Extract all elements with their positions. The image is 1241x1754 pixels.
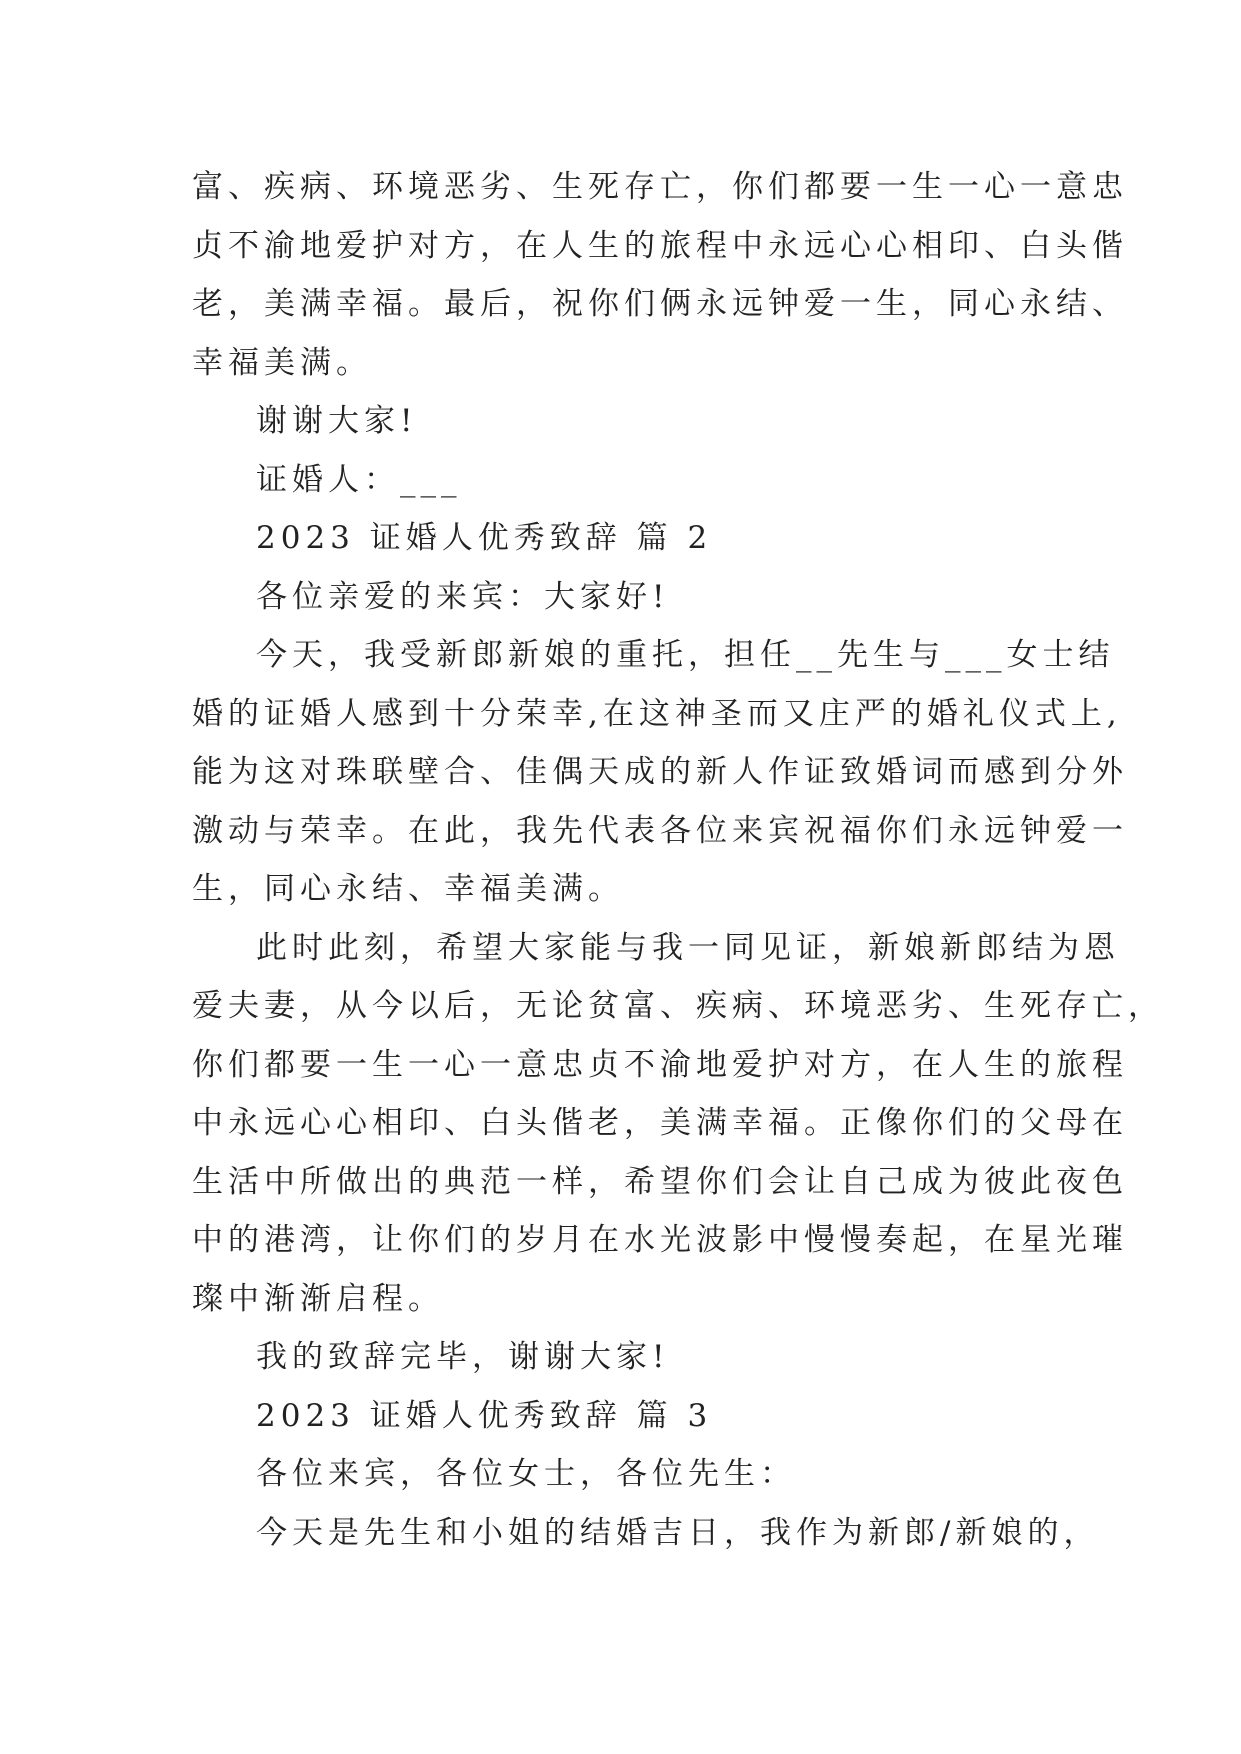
text-line: 璨中渐渐启程。: [192, 1280, 444, 1317]
text-line: 激动与荣幸。在此，我先代表各位来宾祝福你们永远钟爱一: [192, 812, 1128, 849]
section-heading: 2023 证婚人优秀致辞 篇 2: [256, 520, 713, 556]
text-line: 生，同心永结、幸福美满。: [192, 871, 624, 907]
text-line: 谢谢大家!: [256, 403, 418, 439]
salutation: 各位亲爱的来宾：大家好!: [256, 578, 670, 615]
document-body: [192, 158, 1164, 1562]
section-heading: 2023 证婚人优秀致辞 篇 3: [256, 1397, 713, 1434]
text-line: 老，美满幸福。最后，祝你们俩永远钟爱一生，同心永结、: [192, 286, 1128, 322]
signature-line: 证婚人：___: [256, 461, 462, 498]
text-line: 今天，我受新郎新娘的重托，担任__先生与___女士结: [256, 637, 1115, 673]
text-line: 爱夫妻，从今以后，无论贫富、疾病、环境恶劣、生死存亡，: [192, 988, 1164, 1024]
text-line: 你们都要一生一心一意忠贞不渝地爱护对方，在人生的旅程: [192, 1046, 1128, 1083]
salutation: 各位来宾，各位女士，各位先生：: [256, 1456, 796, 1492]
text-line: 婚的证婚人感到十分荣幸,在这神圣而又庄严的婚礼仪式上,: [192, 695, 1122, 732]
text-line: 富、疾病、环境恶劣、生死存亡，你们都要一生一心一意忠: [192, 169, 1128, 205]
text-line: 中的港湾，让你们的岁月在水光波影中慢慢奏起，在星光璀: [192, 1222, 1128, 1258]
text-line: 今天是先生和小姐的结婚吉日，我作为新郎/新娘的，: [256, 1514, 1100, 1551]
text-line: 此时此刻，希望大家能与我一同见证，新娘新郎结为恩: [256, 929, 1120, 966]
text-line: 我的致辞完毕，谢谢大家!: [256, 1339, 670, 1375]
text-line: 幸福美满。: [192, 344, 372, 381]
text-line: 生活中所做出的典范一样，希望你们会让自己成为彼此夜色: [192, 1163, 1128, 1200]
text-line: 中永远心心相印、白头偕老，美满幸福。正像你们的父母在: [192, 1105, 1128, 1141]
text-line: 能为这对珠联壁合、佳偶天成的新人作证致婚词而感到分外: [192, 754, 1128, 790]
text-line: 贞不渝地爱护对方，在人生的旅程中永远心心相印、白头偕: [192, 227, 1128, 264]
